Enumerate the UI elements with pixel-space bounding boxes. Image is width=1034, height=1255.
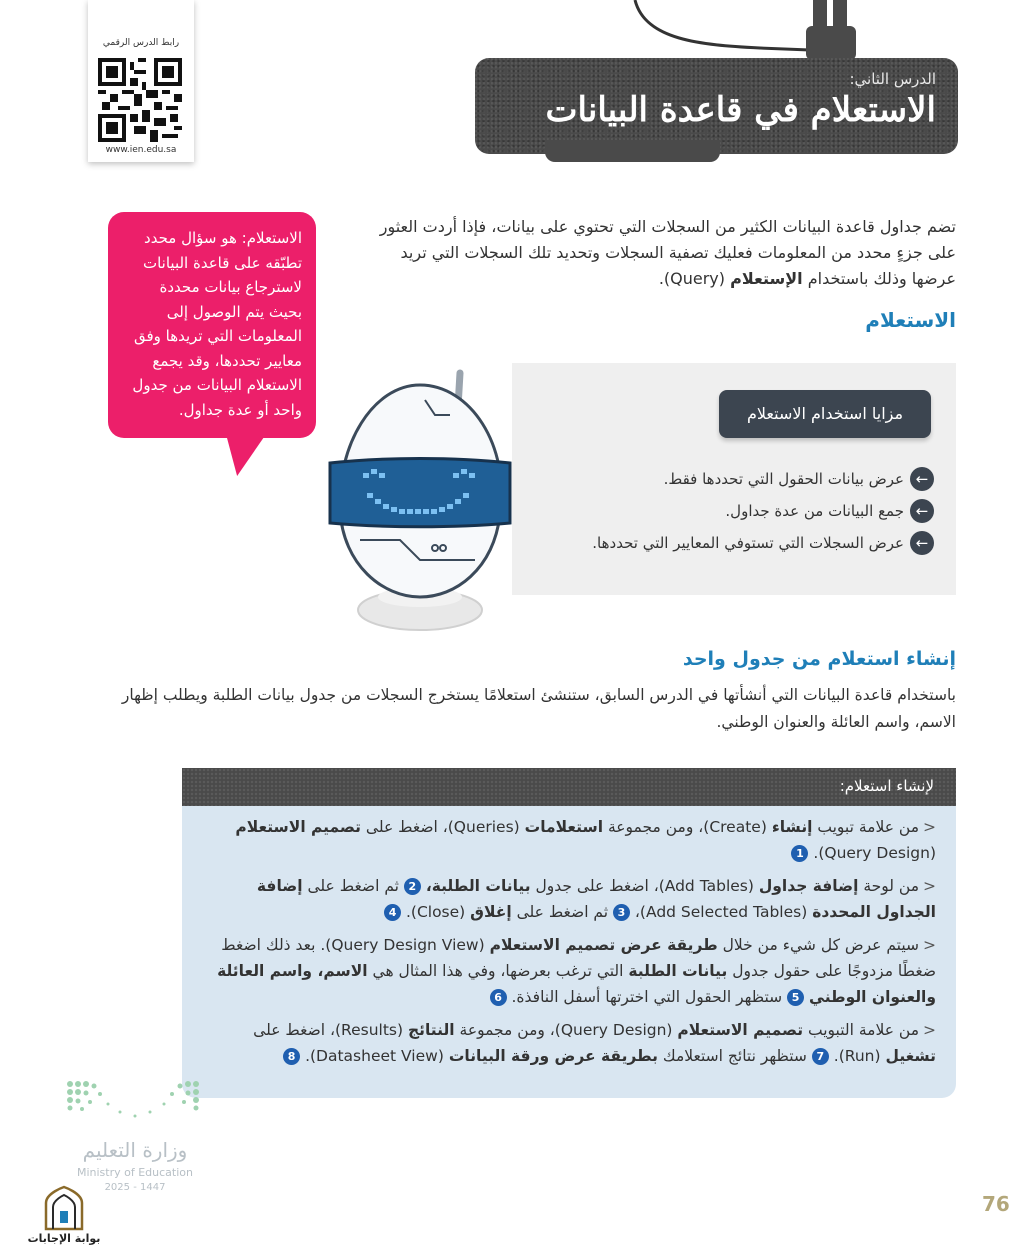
step-number-badge: 5 — [787, 989, 804, 1006]
intro-paragraph — [376, 214, 956, 292]
mosque-icon — [26, 1185, 102, 1231]
step-item — [206, 932, 936, 1010]
arrow-left-icon: ← — [910, 531, 934, 555]
step-bold: النتائج — [407, 1021, 455, 1039]
chevron-icon: < — [923, 936, 936, 954]
list-item — [534, 495, 934, 527]
step-text: ثم اضغط على — [302, 877, 404, 895]
ministry-name-en: Ministry of Education — [76, 1166, 193, 1179]
step-text: (Queries)، اضغط على — [361, 818, 525, 836]
advantages-list — [534, 463, 934, 559]
step-text: من علامة التبويب — [803, 1021, 919, 1039]
step-number-badge: 4 — [384, 904, 401, 921]
step-text: (Results)، اضغط على — [253, 1021, 408, 1039]
step-text: التي ترغب بعرضها، وفي هذا المثال هي — [367, 962, 629, 980]
step-number-badge: 1 — [791, 845, 808, 862]
arrow-left-icon: ← — [910, 467, 934, 491]
list-item — [534, 527, 934, 559]
brand-logo[interactable] — [26, 1185, 102, 1250]
qr-card[interactable] — [88, 0, 194, 162]
step-bold: إغلاق — [470, 903, 512, 921]
create-query-paragraph: باستخدام قاعدة البيانات التي أنشأتها في الدرس السابق، ستنشئ استعلامًا يستخرج السجلات من جدول بيانات الطلبة ويطلب إظهار الاسم، واسم العائلة والعنوان الوطني. — [121, 686, 956, 731]
step-text: (Query Design)، ومن مجموعة — [454, 1021, 678, 1039]
step-text: (Close). — [405, 903, 471, 921]
brand-name: بوابة الإجابات — [27, 1232, 101, 1245]
step-text: ستظهر نتائج استعلامك — [657, 1047, 812, 1065]
step-text: من لوحة — [858, 877, 919, 895]
step-text: (Run). — [833, 1047, 886, 1065]
step-bold: تصميم الاستعلام — [677, 1021, 804, 1039]
step-number-badge: 2 — [404, 878, 421, 895]
step-bold: بيانات الطلبة — [628, 962, 728, 980]
step-number-badge: 7 — [812, 1048, 829, 1065]
ministry-dots-icon — [60, 1078, 210, 1128]
steps-heading: لإنشاء استعلام: — [839, 777, 934, 795]
advantage-text: عرض بيانات الحقول التي تحددها فقط. — [663, 470, 904, 488]
step-item — [206, 814, 936, 866]
step-bold: تصميم الاستعلام — [235, 818, 361, 836]
qr-code-icon[interactable] — [98, 58, 182, 142]
step-bold: إنشاء — [771, 818, 813, 836]
step-bold: طريقة عرض تصميم الاستعلام — [489, 936, 718, 954]
advantage-text: جمع البيانات من عدة جداول. — [725, 502, 904, 520]
intro-text-1: تضم جداول قاعدة البيانات الكثير من السجلات التي تحتوي على بيانات، فإذا أردت العثور على جزءٍ محدد من المعلومات فعليك تصفية السجلات وتحديد تلك السجلات التي تريد عرضها وذلك باستخدام — [379, 217, 956, 288]
step-bold: استعلامات — [524, 818, 604, 836]
ministry-year: 2025 - 1447 — [104, 1182, 166, 1193]
arrow-left-icon: ← — [910, 499, 934, 523]
ministry-logo — [60, 1078, 210, 1198]
advantages-heading: مزايا استخدام الاستعلام — [719, 390, 931, 438]
step-text: ثم اضغط على — [511, 903, 613, 921]
intro-bold-term: الإستعلام — [730, 269, 803, 288]
step-bold: إضافة جداول — [758, 877, 859, 895]
chevron-icon: < — [923, 877, 936, 895]
chevron-icon: < — [923, 1021, 936, 1039]
qr-label: رابط الدرس الرقمي — [102, 38, 180, 48]
definition-callout: الاستعلام: هو سؤال محدد تطبّقه على قاعدة البيانات لاسترجاع بيانات محددة بحيث يتم الوصول إلى المعلومات التي تريدها وفق معايير تحددها، وقد يجمع الاستعلام البيانات من جدول واحد أو عدة جداول. — [108, 212, 316, 438]
step-number-badge: 8 — [283, 1048, 300, 1065]
step-item — [206, 1017, 936, 1069]
create-query-title: إنشاء استعلام من جدول واحد — [682, 648, 956, 670]
section-title: الاستعلام — [865, 308, 956, 332]
page-number: 76 — [982, 1192, 1010, 1216]
step-text: (Query Design). — [813, 844, 936, 862]
list-item — [534, 463, 934, 495]
qr-url[interactable]: www.ien.edu.sa — [105, 145, 177, 155]
step-text: ستظهر الحقول التي اخترتها أسفل النافذة. — [511, 988, 788, 1006]
robot-illustration — [325, 365, 515, 635]
advantage-text: عرض السجلات التي تستوفي المعايير التي تحددها. — [592, 534, 904, 552]
step-bold: تشغيل — [885, 1047, 936, 1065]
step-text: (Query Design View). بعد ذلك اضغط ضغطًا مزدوجًا على حقول جدول — [221, 936, 936, 980]
step-bold: الاسم، واسم العائلة والعنوان الوطني — [217, 962, 936, 1006]
step-text: من علامة تبويب — [812, 818, 919, 836]
step-text: سيتم عرض كل شيء من خلال — [717, 936, 919, 954]
ministry-name-ar: وزارة التعليم — [82, 1138, 188, 1162]
chevron-icon: < — [923, 818, 936, 836]
lesson-subtitle: الدرس الثاني: — [849, 70, 936, 88]
lesson-title: الاستعلام في قاعدة البيانات — [545, 90, 936, 130]
step-number-badge: 6 — [490, 989, 507, 1006]
lesson-banner-tab — [545, 140, 720, 162]
step-text: (Add Selected Tables)، — [634, 903, 813, 921]
step-bold: بطريقة عرض ورقة البيانات — [448, 1047, 658, 1065]
step-text: (Datasheet View). — [305, 1047, 449, 1065]
step-number-badge: 3 — [613, 904, 630, 921]
step-text: (Add Tables)، اضغط على جدول — [530, 877, 759, 895]
step-bold: إضافة الجداول المحددة — [256, 877, 936, 921]
intro-text-2: (Query). — [658, 269, 731, 288]
step-item — [206, 873, 936, 925]
step-bold: بيانات الطلبة، — [425, 877, 531, 895]
step-text: (Create)، ومن مجموعة — [603, 818, 772, 836]
